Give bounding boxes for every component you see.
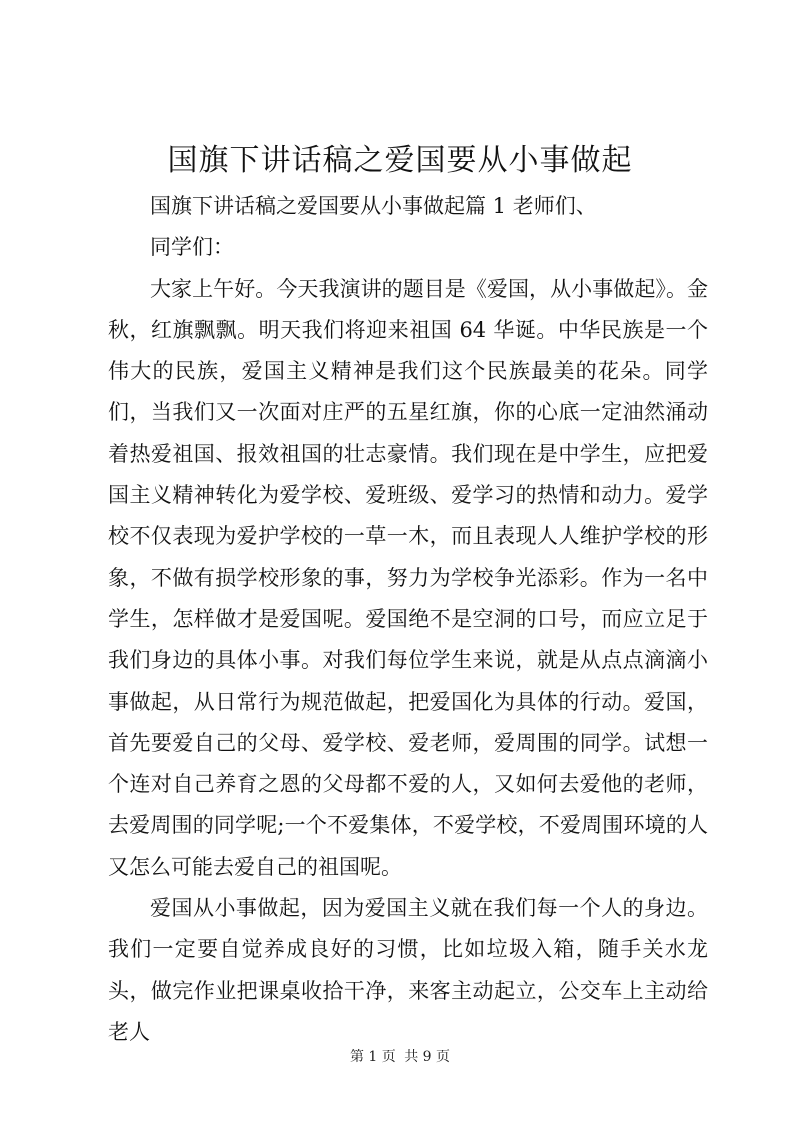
- paragraph-greeting: 同学们：: [150, 235, 234, 260]
- page-number: 第 1 页: [349, 1049, 396, 1065]
- paragraph-main: 大家上午好。今天我演讲的题目是《爱国，从小事做起》。金秋，红旗飘飘。明天我们将迎来祖国 64 华诞。中华民族是一个伟大的民族，爱国主义精神是我们这个民族最美的花朵。同学们，当我们又一次面对庄严的五星红旗，你的心底一定油然涌动着热爱祖国、报效祖国的壮志豪情。我们现在是中学生，应把爱国主义精神转化为爱学校、爱班级、爱学习的热情和动力。爱学校不仅表现为爱护学校的一草一木，而且表现人人维护学校的形象，不做有损学校形象的事，努力为学校争光添彩。作为一名中学生，怎样做才是爱国呢。爱国绝不是空洞的口号，而应立足于我们身边的具体小事。对我们每位学生来说，就是从点点滴滴小事做起，从日常行为规范做起，把爱国化为具体的行动。爱国，首先要爱自己的父母、爱学校、爱老师，爱周围的同学。试想一个连对自己养育之恩的父母都不爱的人，又如何去爱他的老师，去爱周围的同学呢;一个不爱集体，不爱学校，不爱周围环境的人又怎么可能去爱自己的祖国呢。: [108, 276, 708, 879]
- page-footer: [0, 1047, 800, 1067]
- page-total: 共 9 页: [404, 1049, 451, 1065]
- paragraph-second: 爱国从小事做起，因为爱国主义就在我们每一个人的身边。我们一定要自觉养成良好的习惯，比如垃圾入箱，随手关水龙头，做完作业把课桌收拾干净，来客主动起立，公交车上主动给老人: [108, 896, 708, 1044]
- document-body: [108, 186, 708, 1053]
- document-title: 国旗下讲话稿之爱国要从小事做起: [167, 143, 633, 178]
- paragraph-heading-line: 国旗下讲话稿之爱国要从小事做起篇 1 老师们、: [150, 194, 597, 218]
